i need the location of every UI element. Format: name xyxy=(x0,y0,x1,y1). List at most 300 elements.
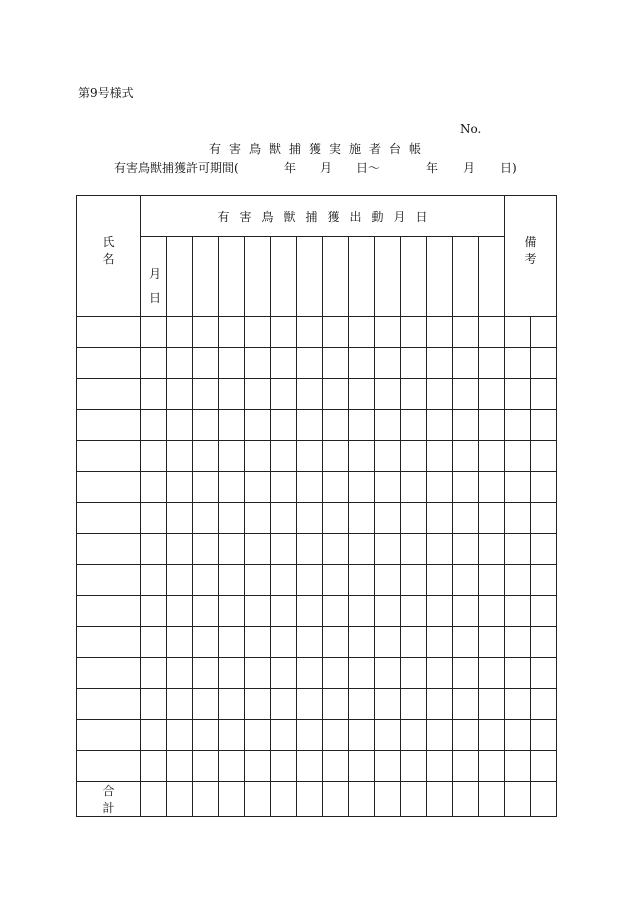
date-cell[interactable] xyxy=(401,317,427,348)
remarks-cell[interactable] xyxy=(531,410,557,441)
total-date-cell[interactable] xyxy=(349,782,375,817)
date-cell[interactable] xyxy=(297,472,323,503)
date-cell[interactable] xyxy=(167,534,193,565)
date-cell[interactable] xyxy=(323,720,349,751)
date-cell[interactable] xyxy=(375,658,401,689)
date-cell[interactable] xyxy=(141,534,167,565)
date-cell[interactable] xyxy=(479,627,505,658)
date-cell[interactable] xyxy=(219,410,245,441)
date-cell[interactable] xyxy=(167,317,193,348)
date-cell[interactable] xyxy=(193,472,219,503)
date-cell[interactable] xyxy=(245,379,271,410)
date-cell[interactable] xyxy=(375,441,401,472)
name-cell[interactable] xyxy=(77,658,141,689)
remarks-cell[interactable] xyxy=(531,317,557,348)
name-cell[interactable] xyxy=(77,689,141,720)
document-title: 有害鳥獣捕獲実施者台帳 xyxy=(208,142,429,156)
date-cell[interactable] xyxy=(323,689,349,720)
date-cell[interactable] xyxy=(401,379,427,410)
date-cell[interactable] xyxy=(167,410,193,441)
date-cell[interactable] xyxy=(453,658,479,689)
date-cell[interactable] xyxy=(141,348,167,379)
remarks-cell[interactable] xyxy=(531,348,557,379)
date-cell[interactable] xyxy=(271,534,297,565)
date-cell[interactable] xyxy=(141,689,167,720)
total-date-cell[interactable] xyxy=(141,782,167,817)
total-remarks-cell[interactable] xyxy=(531,782,557,817)
date-cell[interactable] xyxy=(375,689,401,720)
permit-period-label: 有害鳥獣捕獲許可期間( xyxy=(114,161,239,175)
date-header-cell[interactable] xyxy=(349,237,375,317)
date-cell[interactable] xyxy=(479,379,505,410)
date-cell[interactable] xyxy=(401,689,427,720)
date-cell[interactable] xyxy=(375,317,401,348)
date-cell[interactable] xyxy=(375,348,401,379)
date-cell[interactable] xyxy=(193,441,219,472)
total-date-cell[interactable] xyxy=(427,782,453,817)
date-cell[interactable] xyxy=(193,410,219,441)
date-cell[interactable] xyxy=(479,658,505,689)
remarks-cell[interactable] xyxy=(505,317,531,348)
date-cell[interactable] xyxy=(401,503,427,534)
date-cell[interactable] xyxy=(375,379,401,410)
name-cell[interactable] xyxy=(77,503,141,534)
date-cell[interactable] xyxy=(323,441,349,472)
date-cell[interactable] xyxy=(193,503,219,534)
date-cell[interactable] xyxy=(219,627,245,658)
date-cell[interactable] xyxy=(349,503,375,534)
total-date-cell[interactable] xyxy=(323,782,349,817)
date-cell[interactable] xyxy=(479,441,505,472)
remarks-cell[interactable] xyxy=(531,503,557,534)
date-cell[interactable] xyxy=(323,627,349,658)
form-number: 第9号様式 xyxy=(78,86,134,100)
date-header-cell[interactable] xyxy=(271,237,297,317)
remarks-column-header: 備考 xyxy=(505,196,557,317)
name-cell[interactable] xyxy=(77,627,141,658)
date-header-cell[interactable] xyxy=(479,237,505,317)
date-cell[interactable] xyxy=(375,410,401,441)
remarks-cell[interactable] xyxy=(531,658,557,689)
date-cell[interactable] xyxy=(245,410,271,441)
date-cell[interactable] xyxy=(193,317,219,348)
date-cell[interactable] xyxy=(193,565,219,596)
remarks-cell[interactable] xyxy=(531,441,557,472)
date-cell[interactable] xyxy=(427,472,453,503)
date-cell[interactable] xyxy=(245,720,271,751)
date-cell[interactable] xyxy=(245,503,271,534)
date-cell[interactable] xyxy=(401,751,427,782)
date-cell[interactable] xyxy=(167,379,193,410)
date-cell[interactable] xyxy=(453,534,479,565)
date-cell[interactable] xyxy=(427,627,453,658)
remarks-cell[interactable] xyxy=(505,503,531,534)
total-date-cell[interactable] xyxy=(297,782,323,817)
date-header-cell[interactable] xyxy=(375,237,401,317)
date-cell[interactable] xyxy=(297,410,323,441)
date-cell[interactable] xyxy=(219,565,245,596)
date-cell[interactable] xyxy=(453,503,479,534)
date-cell[interactable] xyxy=(271,565,297,596)
date-cell[interactable] xyxy=(323,503,349,534)
date-cell[interactable] xyxy=(297,751,323,782)
name-cell[interactable] xyxy=(77,720,141,751)
date-cell[interactable] xyxy=(167,658,193,689)
remarks-cell[interactable] xyxy=(505,379,531,410)
name-cell[interactable] xyxy=(77,596,141,627)
date-cell[interactable] xyxy=(453,751,479,782)
date-cell[interactable] xyxy=(141,441,167,472)
date-cell[interactable] xyxy=(453,627,479,658)
name-cell[interactable] xyxy=(77,441,141,472)
date-cell[interactable] xyxy=(427,441,453,472)
date-cell[interactable] xyxy=(245,565,271,596)
remarks-cell[interactable] xyxy=(531,565,557,596)
remarks-cell[interactable] xyxy=(531,534,557,565)
date-cell[interactable] xyxy=(219,317,245,348)
date-cell[interactable] xyxy=(375,720,401,751)
date-cell[interactable] xyxy=(349,317,375,348)
date-cell[interactable] xyxy=(401,410,427,441)
date-cell[interactable] xyxy=(427,751,453,782)
date-cell[interactable] xyxy=(453,379,479,410)
date-cell[interactable] xyxy=(479,534,505,565)
date-cell[interactable] xyxy=(427,317,453,348)
remarks-cell[interactable] xyxy=(505,410,531,441)
name-cell[interactable] xyxy=(77,317,141,348)
remarks-cell[interactable] xyxy=(531,596,557,627)
date-cell[interactable] xyxy=(427,379,453,410)
date-cell[interactable] xyxy=(297,565,323,596)
date-cell[interactable] xyxy=(219,441,245,472)
date-cell[interactable] xyxy=(297,720,323,751)
date-cell[interactable] xyxy=(479,503,505,534)
date-cell[interactable] xyxy=(271,379,297,410)
date-cell[interactable] xyxy=(297,596,323,627)
date-cell[interactable] xyxy=(479,720,505,751)
date-cell[interactable] xyxy=(193,379,219,410)
date-cell[interactable] xyxy=(323,596,349,627)
date-cell[interactable] xyxy=(401,534,427,565)
date-cell[interactable] xyxy=(349,379,375,410)
date-header-cell[interactable] xyxy=(401,237,427,317)
date-cell[interactable] xyxy=(323,317,349,348)
date-cell[interactable] xyxy=(245,534,271,565)
date-cell[interactable] xyxy=(219,751,245,782)
month-day-label-cell xyxy=(141,237,167,317)
date-cell[interactable] xyxy=(167,348,193,379)
date-cell[interactable] xyxy=(453,596,479,627)
date-cell[interactable] xyxy=(349,472,375,503)
date-cell[interactable] xyxy=(297,658,323,689)
date-header-cell[interactable] xyxy=(453,237,479,317)
date-cell[interactable] xyxy=(141,379,167,410)
date-cell[interactable] xyxy=(427,596,453,627)
date-cell[interactable] xyxy=(349,410,375,441)
date-cell[interactable] xyxy=(349,441,375,472)
date-cell[interactable] xyxy=(323,410,349,441)
date-cell[interactable] xyxy=(219,534,245,565)
permit-start-month: 月 xyxy=(320,161,333,175)
date-cell[interactable] xyxy=(479,596,505,627)
date-cell[interactable] xyxy=(141,317,167,348)
total-date-cell[interactable] xyxy=(167,782,193,817)
document-number-label: No. xyxy=(460,122,482,136)
table-row xyxy=(77,348,557,379)
date-cell[interactable] xyxy=(141,627,167,658)
date-cell[interactable] xyxy=(427,689,453,720)
date-cell[interactable] xyxy=(141,472,167,503)
total-date-cell[interactable] xyxy=(245,782,271,817)
date-cell[interactable] xyxy=(245,596,271,627)
remarks-cell[interactable] xyxy=(505,658,531,689)
date-cell[interactable] xyxy=(479,751,505,782)
date-cell[interactable] xyxy=(375,472,401,503)
date-header-cell[interactable] xyxy=(193,237,219,317)
date-cell[interactable] xyxy=(193,627,219,658)
date-cell[interactable] xyxy=(375,503,401,534)
date-cell[interactable] xyxy=(297,534,323,565)
total-date-cell[interactable] xyxy=(479,782,505,817)
date-cell[interactable] xyxy=(271,348,297,379)
date-cell[interactable] xyxy=(141,565,167,596)
date-cell[interactable] xyxy=(323,751,349,782)
date-cell[interactable] xyxy=(453,720,479,751)
date-cell[interactable] xyxy=(219,720,245,751)
date-cell[interactable] xyxy=(245,472,271,503)
date-cell[interactable] xyxy=(219,472,245,503)
date-cell[interactable] xyxy=(193,751,219,782)
date-cell[interactable] xyxy=(141,751,167,782)
date-header-cell[interactable] xyxy=(297,237,323,317)
remarks-cell[interactable] xyxy=(505,534,531,565)
date-cell[interactable] xyxy=(271,627,297,658)
date-cell[interactable] xyxy=(323,348,349,379)
date-cell[interactable] xyxy=(401,348,427,379)
date-cell[interactable] xyxy=(219,379,245,410)
name-cell[interactable] xyxy=(77,410,141,441)
date-cell[interactable] xyxy=(453,441,479,472)
date-cell[interactable] xyxy=(271,720,297,751)
date-cell[interactable] xyxy=(271,751,297,782)
date-cell[interactable] xyxy=(271,658,297,689)
date-cell[interactable] xyxy=(401,472,427,503)
date-cell[interactable] xyxy=(401,627,427,658)
table-row xyxy=(77,658,557,689)
date-cell[interactable] xyxy=(167,720,193,751)
date-cell[interactable] xyxy=(375,596,401,627)
date-cell[interactable] xyxy=(271,596,297,627)
name-cell[interactable] xyxy=(77,751,141,782)
date-cell[interactable] xyxy=(453,472,479,503)
total-date-cell[interactable] xyxy=(453,782,479,817)
date-cell[interactable] xyxy=(401,596,427,627)
total-date-cell[interactable] xyxy=(401,782,427,817)
date-cell[interactable] xyxy=(297,503,323,534)
date-cell[interactable] xyxy=(427,348,453,379)
date-cell[interactable] xyxy=(245,627,271,658)
date-cell[interactable] xyxy=(141,503,167,534)
date-cell[interactable] xyxy=(271,410,297,441)
date-cell[interactable] xyxy=(193,348,219,379)
name-cell[interactable] xyxy=(77,472,141,503)
date-cell[interactable] xyxy=(297,441,323,472)
date-cell[interactable] xyxy=(271,689,297,720)
date-cell[interactable] xyxy=(349,565,375,596)
date-cell[interactable] xyxy=(349,627,375,658)
date-cell[interactable] xyxy=(219,658,245,689)
table-row xyxy=(77,503,557,534)
date-cell[interactable] xyxy=(323,472,349,503)
date-cell[interactable] xyxy=(141,410,167,441)
date-cell[interactable] xyxy=(453,410,479,441)
month-label: 月 xyxy=(149,267,162,281)
date-cell[interactable] xyxy=(193,534,219,565)
date-cell[interactable] xyxy=(167,503,193,534)
remarks-cell[interactable] xyxy=(505,689,531,720)
date-cell[interactable] xyxy=(375,627,401,658)
date-cell[interactable] xyxy=(167,751,193,782)
remarks-cell[interactable] xyxy=(505,565,531,596)
date-header-cell[interactable] xyxy=(427,237,453,317)
date-cell[interactable] xyxy=(375,565,401,596)
date-cell[interactable] xyxy=(453,317,479,348)
date-cell[interactable] xyxy=(375,534,401,565)
remarks-cell[interactable] xyxy=(531,720,557,751)
remarks-cell[interactable] xyxy=(531,627,557,658)
table-row xyxy=(77,596,557,627)
date-cell[interactable] xyxy=(349,658,375,689)
date-cell[interactable] xyxy=(245,441,271,472)
remarks-cell[interactable] xyxy=(505,348,531,379)
name-cell[interactable] xyxy=(77,379,141,410)
date-cell[interactable] xyxy=(193,596,219,627)
remarks-cell[interactable] xyxy=(531,379,557,410)
date-cell[interactable] xyxy=(349,596,375,627)
date-cell[interactable] xyxy=(193,658,219,689)
date-cell[interactable] xyxy=(401,720,427,751)
date-cell[interactable] xyxy=(193,689,219,720)
date-cell[interactable] xyxy=(219,503,245,534)
date-header-cell[interactable] xyxy=(167,237,193,317)
permit-end-day: 日) xyxy=(500,161,517,175)
date-cell[interactable] xyxy=(427,410,453,441)
date-header-cell[interactable] xyxy=(245,237,271,317)
date-cell[interactable] xyxy=(141,596,167,627)
date-cell[interactable] xyxy=(453,565,479,596)
date-cell[interactable] xyxy=(271,317,297,348)
date-cell[interactable] xyxy=(271,472,297,503)
remarks-cell[interactable] xyxy=(505,751,531,782)
date-cell[interactable] xyxy=(349,348,375,379)
date-cell[interactable] xyxy=(297,379,323,410)
date-cell[interactable] xyxy=(479,565,505,596)
date-cell[interactable] xyxy=(167,441,193,472)
date-cell[interactable] xyxy=(479,317,505,348)
date-cell[interactable] xyxy=(323,658,349,689)
date-cell[interactable] xyxy=(427,658,453,689)
name-cell[interactable] xyxy=(77,534,141,565)
date-cell[interactable] xyxy=(271,503,297,534)
name-cell[interactable] xyxy=(77,348,141,379)
total-date-cell[interactable] xyxy=(219,782,245,817)
date-cell[interactable] xyxy=(323,565,349,596)
date-cell[interactable] xyxy=(349,534,375,565)
total-date-cell[interactable] xyxy=(271,782,297,817)
date-cell[interactable] xyxy=(323,534,349,565)
date-cell[interactable] xyxy=(297,317,323,348)
date-cell[interactable] xyxy=(167,472,193,503)
date-cell[interactable] xyxy=(245,689,271,720)
date-cell[interactable] xyxy=(167,596,193,627)
date-header-cell[interactable] xyxy=(219,237,245,317)
date-header-cell[interactable] xyxy=(323,237,349,317)
date-cell[interactable] xyxy=(427,565,453,596)
date-cell[interactable] xyxy=(245,348,271,379)
date-cell[interactable] xyxy=(427,534,453,565)
date-cell[interactable] xyxy=(375,751,401,782)
table-row xyxy=(77,410,557,441)
remarks-cell[interactable] xyxy=(505,720,531,751)
date-cell[interactable] xyxy=(479,689,505,720)
remarks-cell[interactable] xyxy=(531,751,557,782)
date-cell[interactable] xyxy=(297,627,323,658)
total-remarks-cell[interactable] xyxy=(505,782,531,817)
date-cell[interactable] xyxy=(349,751,375,782)
day-label: 日 xyxy=(149,291,162,305)
remarks-cell[interactable] xyxy=(505,627,531,658)
date-cell[interactable] xyxy=(453,348,479,379)
date-cell[interactable] xyxy=(479,472,505,503)
date-cell[interactable] xyxy=(401,658,427,689)
date-cell[interactable] xyxy=(323,379,349,410)
date-cell[interactable] xyxy=(349,689,375,720)
date-cell[interactable] xyxy=(453,689,479,720)
date-cell[interactable] xyxy=(349,720,375,751)
date-cell[interactable] xyxy=(271,441,297,472)
date-cell[interactable] xyxy=(219,348,245,379)
date-cell[interactable] xyxy=(219,596,245,627)
remarks-cell[interactable] xyxy=(531,472,557,503)
date-cell[interactable] xyxy=(245,317,271,348)
date-cell[interactable] xyxy=(219,689,245,720)
date-cell[interactable] xyxy=(167,627,193,658)
total-date-cell[interactable] xyxy=(375,782,401,817)
remarks-cell[interactable] xyxy=(505,596,531,627)
date-cell[interactable] xyxy=(297,689,323,720)
name-cell[interactable] xyxy=(77,565,141,596)
date-cell[interactable] xyxy=(401,565,427,596)
date-cell[interactable] xyxy=(427,720,453,751)
permit-start-year: 年 xyxy=(284,161,297,175)
date-cell[interactable] xyxy=(245,751,271,782)
date-cell[interactable] xyxy=(167,565,193,596)
date-cell[interactable] xyxy=(297,348,323,379)
date-cell[interactable] xyxy=(141,720,167,751)
date-cell[interactable] xyxy=(167,689,193,720)
date-cell[interactable] xyxy=(427,503,453,534)
date-cell[interactable] xyxy=(141,658,167,689)
date-cell[interactable] xyxy=(479,410,505,441)
remarks-cell[interactable] xyxy=(505,472,531,503)
date-cell[interactable] xyxy=(193,720,219,751)
date-cell[interactable] xyxy=(245,658,271,689)
date-cell[interactable] xyxy=(401,441,427,472)
remarks-cell[interactable] xyxy=(531,689,557,720)
total-date-cell[interactable] xyxy=(193,782,219,817)
date-cell[interactable] xyxy=(479,348,505,379)
remarks-cell[interactable] xyxy=(505,441,531,472)
